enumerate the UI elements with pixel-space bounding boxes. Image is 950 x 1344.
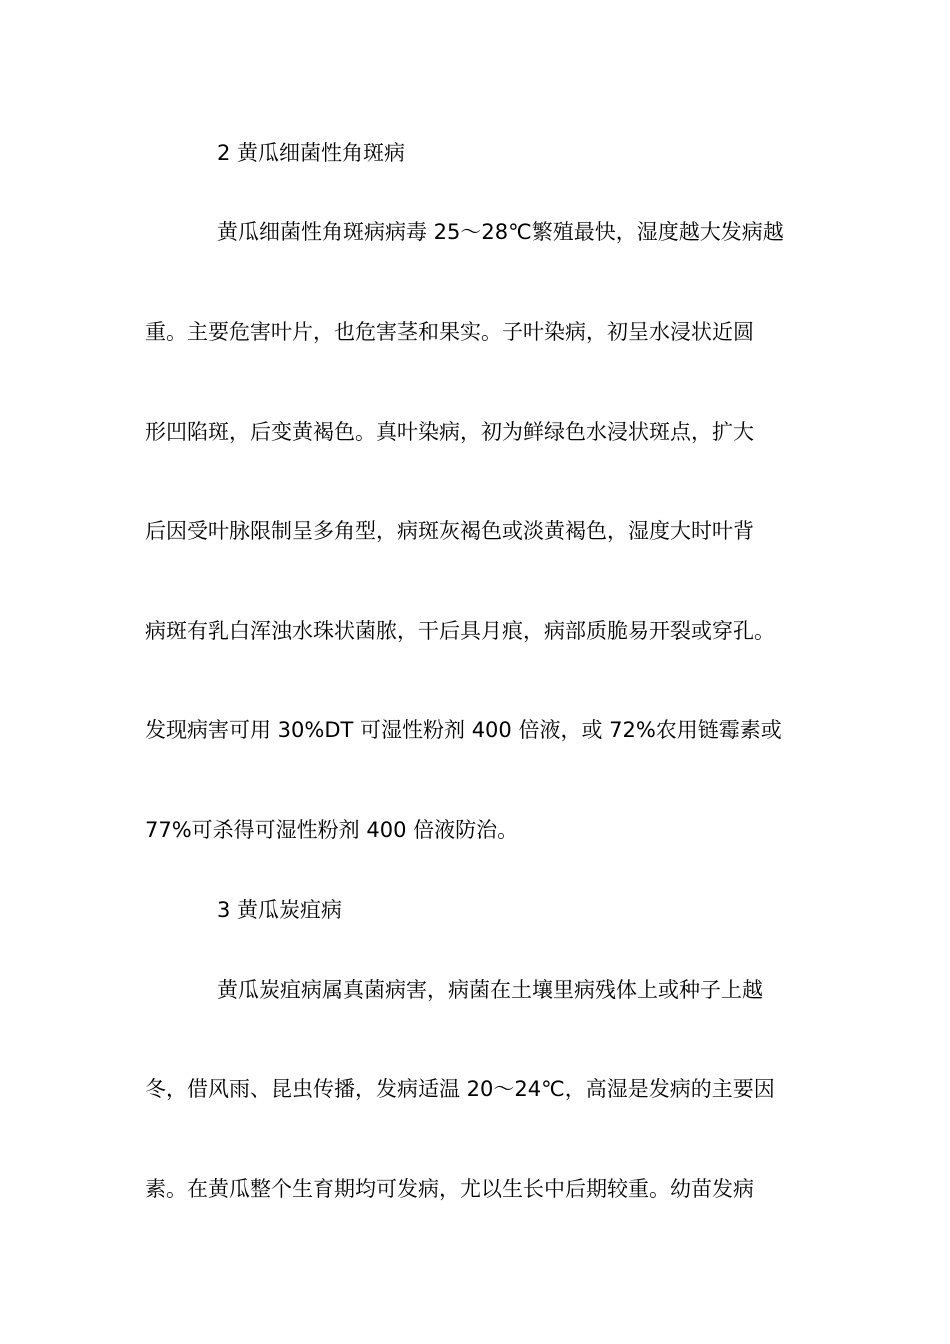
paragraph-line: 形凹陷斑，后变黄褐色。真叶染病，初为鲜绿色水浸状斑点，扩大 — [145, 420, 754, 444]
paragraph-line: 冬，借风雨、昆虫传播，发病适温 20～24℃，高湿是发病的主要因 — [145, 1077, 775, 1101]
paragraph-line: 素。在黄瓜整个生育期均可发病，尤以生长中后期较重。幼苗发病 — [145, 1177, 754, 1201]
paragraph-line: 77%可杀得可湿性粉剂 400 倍液防治。 — [145, 818, 519, 842]
paragraph-line: 病斑有乳白浑浊水珠状菌脓，干后具月痕，病部质脆易开裂或穿孔。 — [145, 619, 775, 643]
paragraph-line: 后因受叶脉限制呈多角型，病斑灰褐色或淡黄褐色，湿度大时叶背 — [145, 519, 754, 543]
paragraph-line: 黄瓜细菌性角斑病病毒 25～28℃繁殖最快，湿度越大发病越 — [217, 220, 784, 244]
paragraph-line: 发现病害可用 30%DT 可湿性粉剂 400 倍液，或 72%农用链霉素或 — [145, 718, 782, 742]
paragraph-line: 重。主要危害叶片，也危害茎和果实。子叶染病，初呈水浸状近圆 — [145, 320, 754, 344]
section-heading-2: 2 黄瓜细菌性角斑病 — [217, 141, 406, 165]
section-heading-3: 3 黄瓜炭疽病 — [217, 898, 343, 922]
paragraph-line: 黄瓜炭疽病属真菌病害，病菌在土壤里病残体上或种子上越 — [217, 978, 763, 1002]
